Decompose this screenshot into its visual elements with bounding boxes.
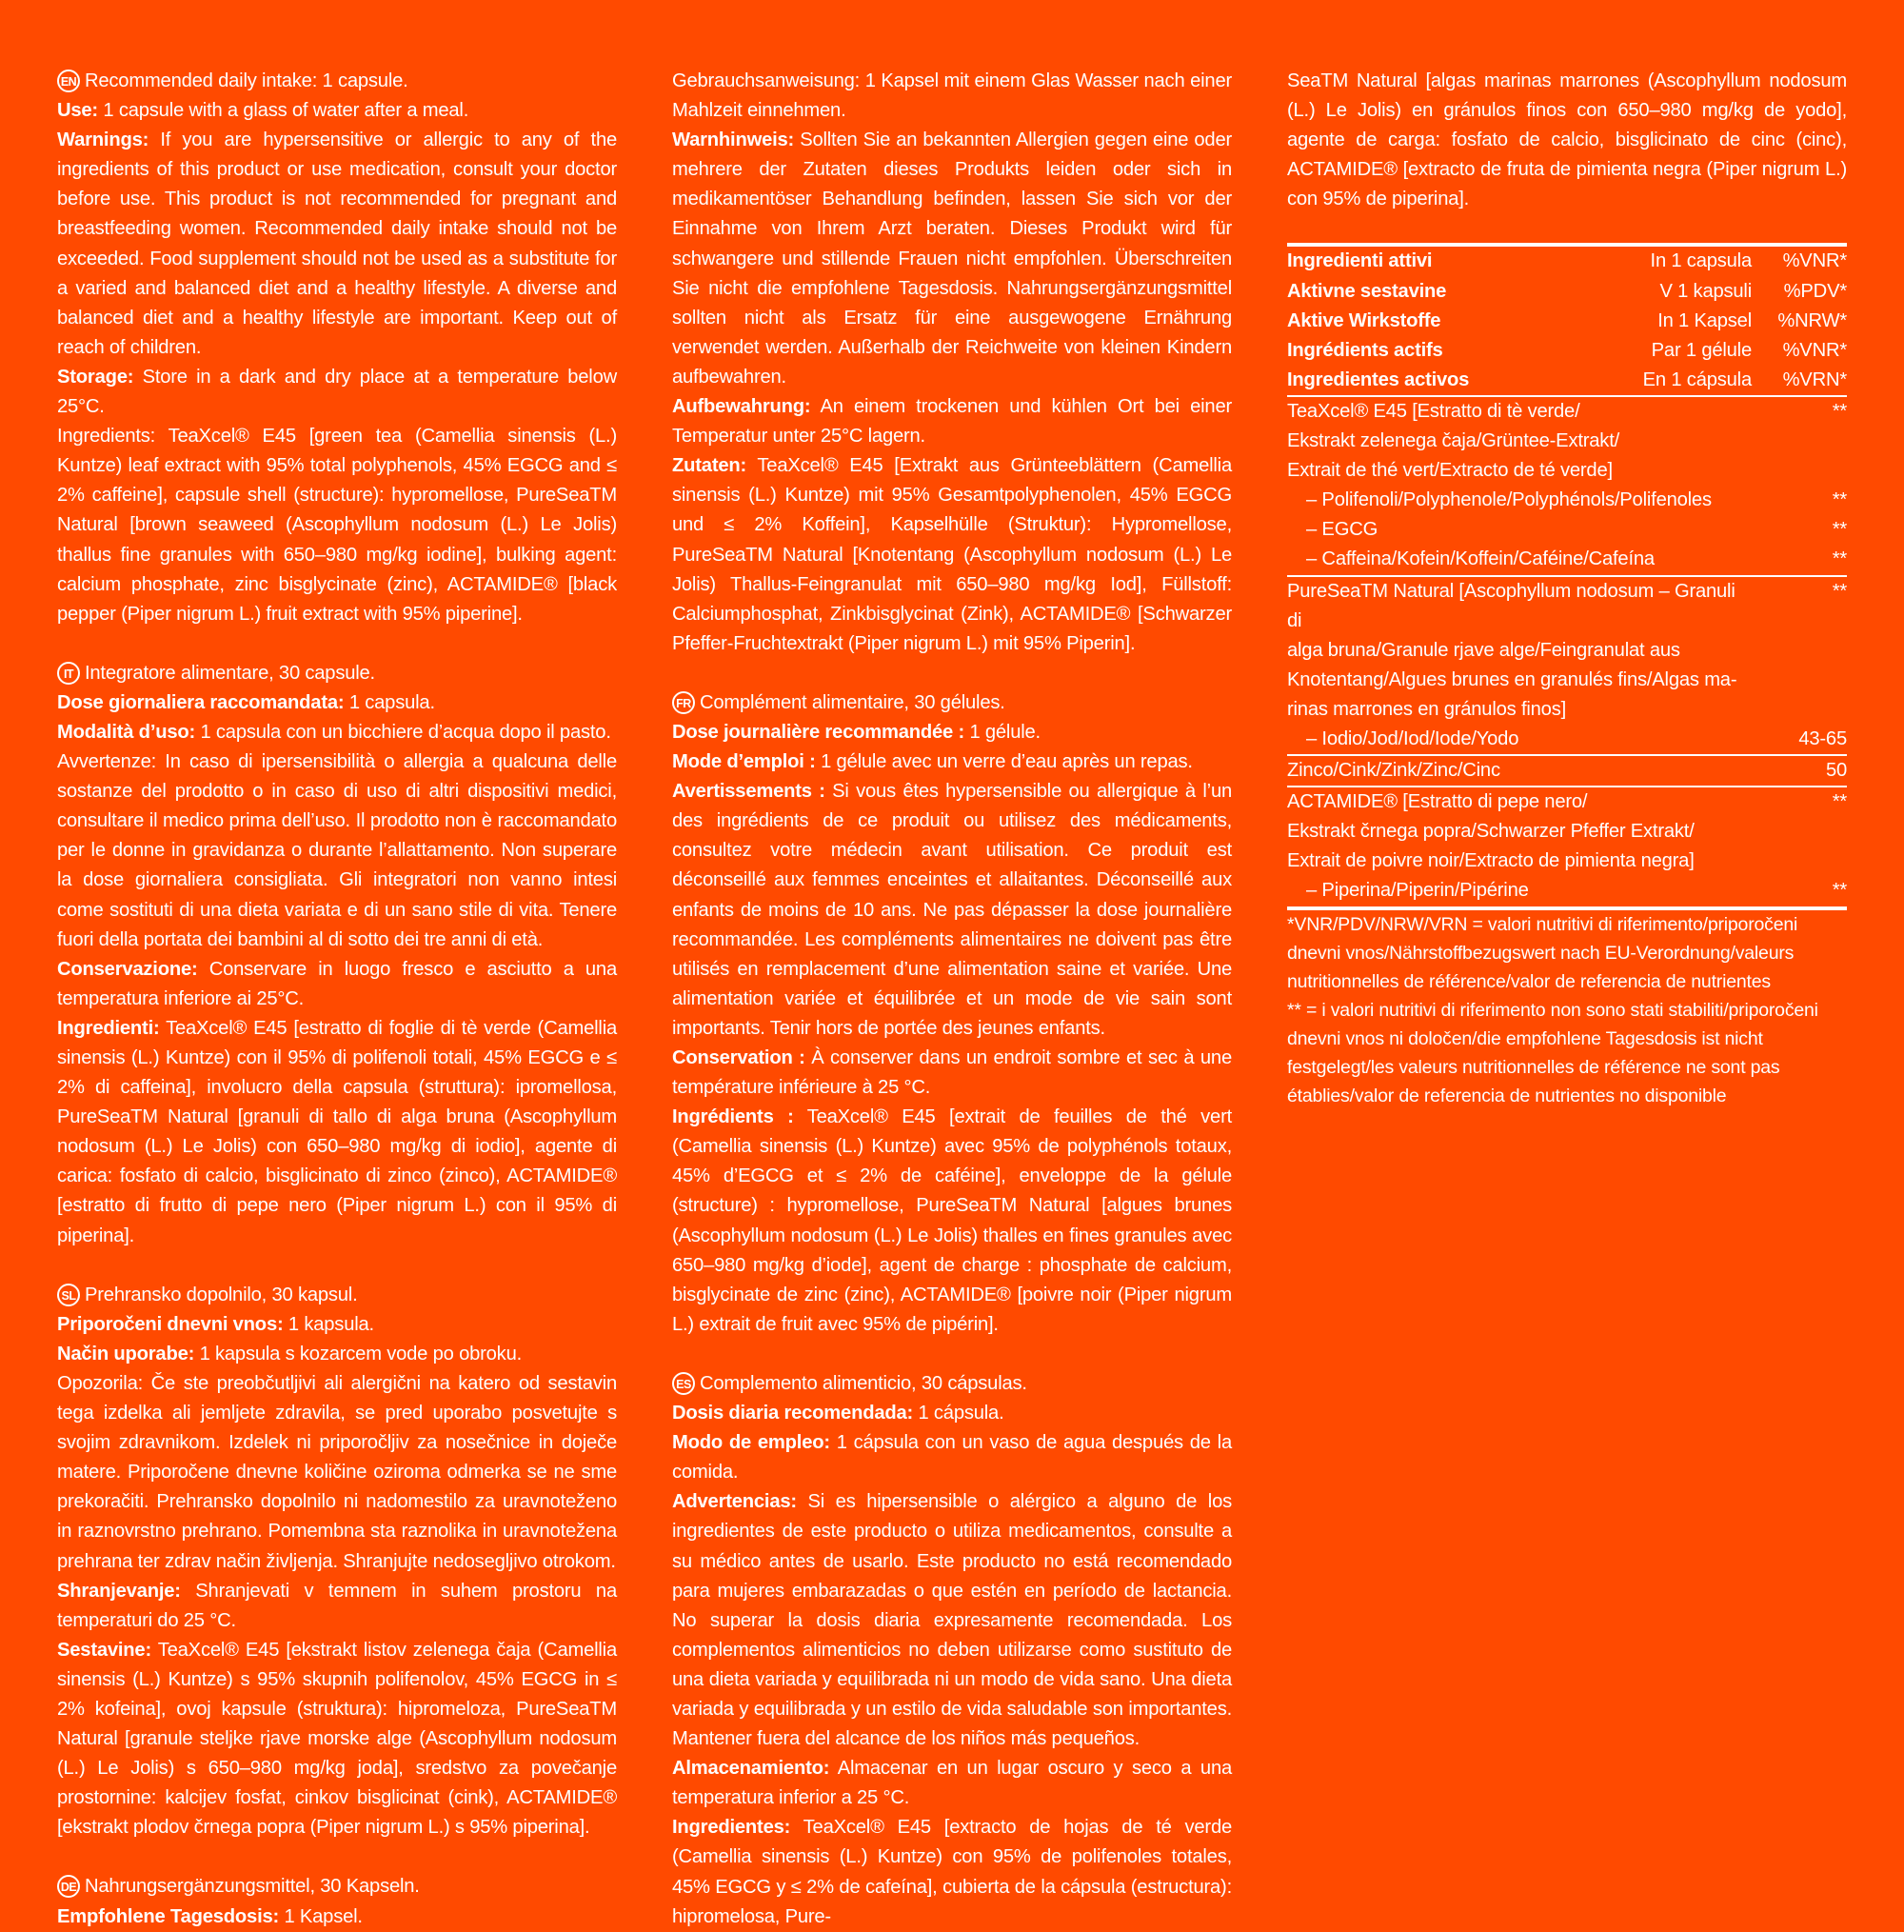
en-warnings-label: Warnings: — [57, 129, 149, 151]
teaxcel-line: Ekstrakt zelenega čaja/Grüntee-Extrakt/ — [1287, 430, 1620, 452]
it-language-badge: IT — [57, 662, 80, 685]
header-percent-label: %PDV* — [1783, 280, 1847, 302]
polyphenols-name: – Polifenoli/Polyphenole/Polyphénols/Polifenoles — [1306, 489, 1712, 511]
it-intro — [57, 659, 617, 688]
es-dose-label: Dosis diaria recomendada: — [672, 1403, 914, 1424]
actamide-line: Extrait de poivre noir/Extracto de pimienta negra] — [1287, 850, 1695, 872]
header-amount-label: In 1 Kapsel — [1657, 309, 1752, 331]
de-ingredients-text: TeaXcel® E45 [Extrakt aus Grünteeblättern (Camellia sinensis (L.) Kuntze) mit 95% Gesamtpolyphenolen, 45% EGCG und ≤ 2% Koffein], Kapselhülle (Struktur): Hypromellose, PureSeaTM Natural [Knotentang (Ascophyllum nodosum (L.) Le Jolis) Thallus-Feingranulat mit 650–980 mg/kg Iod], Füllstoff: Calciumphosphat, Zinkbisglycinat (Zink), ACTAMIDE® [Schwarzer Pfeffer-Fruchtextrakt (Piper nigrum L.) mit 95% Piperin]. — [672, 455, 1232, 654]
section-en — [57, 67, 617, 629]
fr-use-text: 1 gélule avec un verre d’eau après un repas. — [821, 751, 1193, 773]
header-amount-label: In 1 capsula — [1650, 250, 1752, 272]
de-ingredients-label: Zutaten: — [672, 455, 747, 477]
en-warnings-text: If you are hypersensitive or allergic to any of the ingredients of this product or use medication, consult your doctor before use. This product is not recommended for pregnant and breastfeeding women. Recommended daily intake should not be exceeded. Food supplement should not be used as a substitute for a varied and balanced diet and a healthy lifestyle. A diverse and balanced diet and a healthy lifestyle are important. Keep out of reach of children. — [57, 129, 617, 358]
fr-warnings — [672, 777, 1232, 1044]
fr-intro — [672, 688, 1232, 718]
caffeine-value: ** — [1832, 548, 1847, 570]
teaxcel-line: Extrait de thé vert/Extracto de té verde] — [1287, 460, 1613, 482]
es-storage — [672, 1754, 1232, 1813]
column-3 — [1287, 67, 1847, 1110]
es-intro-text: Complemento alimenticio, 30 cápsulas. — [700, 1372, 1027, 1394]
teaxcel-name — [1287, 397, 1752, 486]
section-it — [57, 659, 617, 1251]
en-storage-label: Storage: — [57, 366, 134, 388]
actamide-line: ACTAMIDE® [Estratto di pepe nero/ — [1287, 791, 1588, 813]
section-de — [672, 67, 1232, 659]
actamide-line: Ekstrakt črnega popra/Schwarzer Pfeffer Extrakt/ — [1287, 821, 1695, 843]
en-intro-text: Recommended daily intake: 1 capsule. — [85, 70, 408, 91]
table-row-polyphenols — [1287, 486, 1847, 515]
footnote-not-established: ** = i valori nutritivi di riferimento non sono stati stabiliti/priporočeni dnevni vnos ni določen/die empfohlene Tagesdosis ist nicht festgelegt/les valeurs nutritionnelles de référence ne sont pas établies/valor de referencia de nutrientes no disponible — [1287, 999, 1818, 1106]
zinc-name: Zinco/Cink/Zink/Zinc/Cinc — [1287, 760, 1500, 782]
fr-language-badge: FR — [672, 691, 695, 714]
header-ingredient-label: Ingrédients actifs — [1287, 339, 1443, 361]
it-intro-text: Integratore alimentare, 30 capsule. — [85, 662, 375, 684]
en-ingredients: Ingredients: TeaXcel® E45 [green tea (Camellia sinensis (L.) Kuntze) leaf extract with 95% total polyphenols, 45% EGCG and ≤ 2% caffeine], capsule shell (structure): hypromellose, PureSeaTM Natural [brown seaweed (Ascophyllum nodosum (L.) Le Jolis) thallus fine granules with 650–980 mg/kg iodine], bulking agent: calcium phosphate, zinc bisglycinate (zinc), ACTAMIDE® [black pepper (Piper nigrum L.) fruit extract with 95% piperine]. — [57, 426, 617, 625]
en-storage-text: Store in a dark and dry place at a temperature below 25°C. — [57, 366, 617, 418]
egcg-name: – EGCG — [1306, 519, 1378, 541]
sl-use-label: Način uporabe: — [57, 1343, 195, 1364]
es-warnings-label: Advertencias: — [672, 1491, 797, 1513]
it-dose-text: 1 capsula. — [348, 691, 435, 713]
section-es — [672, 1369, 1232, 1932]
it-dose — [57, 688, 617, 718]
fr-storage-text: À conserver dans un endroit sombre et sec à une température inférieure à 25 °C. — [672, 1047, 1232, 1099]
es-use-text: 1 cápsula con un vaso de agua después de la comida. — [672, 1432, 1232, 1484]
es-warnings — [672, 1487, 1232, 1754]
fr-dose — [672, 718, 1232, 747]
zinc-value: 50 — [1825, 760, 1847, 782]
de-dose-text: 1 Kapsel. — [284, 1905, 363, 1927]
header-amount-label: En 1 cápsula — [1642, 368, 1752, 390]
egcg-value: ** — [1832, 519, 1847, 541]
fr-warnings-text: Si vous êtes hypersensible ou allergique à l’un des ingrédients de ce produit ou utilisez des médicaments, consultez votre médecin avant utilisation. Ce produit est déconseillé aux femmes enceintes et allaitantes. Déconseillé aux enfants de moins de 10 ans. Ne pas dépasser la dose journalière recommandée. Les compléments alimentaires ne doivent pas être utilisés en remplacement d’une alimentation saine et variée. Une alimentation variée et équilibrée et un mode de vie sain sont importants. Tenir hors de portée des jeunes enfants. — [672, 781, 1232, 1039]
es-storage-label: Almacenamiento: — [672, 1758, 830, 1780]
puresea-value: ** — [1832, 580, 1847, 602]
header-percent-label: %VRN* — [1782, 368, 1847, 390]
en-use-label: Use: — [57, 100, 98, 122]
es-intro — [672, 1369, 1232, 1399]
polyphenols-value: ** — [1832, 489, 1847, 511]
en-warnings — [57, 126, 617, 363]
it-ingredients — [57, 1014, 617, 1251]
footnote-reference-values: *VNR/PDV/NRW/VRN = valori nutritivi di riferimento/priporočeni dnevni vnos/Nährstoffbezugswert nach EU-Verordnung/valeurs nutritionnelles de référence/valor de referencia de nutrientes — [1287, 913, 1798, 992]
table-header-row — [1287, 336, 1847, 366]
actamide-value: ** — [1832, 791, 1847, 813]
de-intro-text: Nahrungsergänzungsmittel, 30 Kapseln. — [85, 1876, 420, 1898]
sl-intro-text: Prehransko dopolnilo, 30 kapsul. — [85, 1284, 358, 1305]
table-row-actamide — [1287, 787, 1847, 876]
de-storage-label: Aufbewahrung: — [672, 396, 811, 418]
it-storage — [57, 955, 617, 1014]
es-ingredients-text: TeaXcel® E45 [extracto de hojas de té verde (Camellia sinensis (L.) Kuntze) con 95% de polifenoles totales, 45% EGCG y ≤ 2% de cafeína], cubierta de la cápsula (estructura): hipromelosa, Pure- — [672, 1817, 1232, 1927]
sl-dose-text: 1 kapsula. — [288, 1313, 374, 1335]
sl-dose-label: Priporočeni dnevni vnos: — [57, 1313, 284, 1335]
section-sl — [57, 1281, 617, 1843]
sl-ingredients-label: Sestavine: — [57, 1639, 151, 1661]
puresea-line: PureSeaTM Natural [Ascophyllum nodosum – Granuli di — [1287, 580, 1735, 631]
de-storage — [672, 392, 1232, 451]
table-row-egcg — [1287, 515, 1847, 545]
sl-storage — [57, 1577, 617, 1636]
fr-dose-label: Dose journalière recommandée : — [672, 721, 965, 743]
header-percent-label: %VNR* — [1782, 250, 1847, 272]
table-row-iodine — [1287, 725, 1847, 754]
es-language-badge: ES — [672, 1372, 695, 1395]
actamide-name — [1287, 787, 1752, 876]
es-ingredients-continued: SeaTM Natural [algas marinas marrones (Ascophyllum nodosum (L.) Le Jolis) en gránulos finos con 650–980 mg/kg de yodo], agente de carga: fosfato de calcio, bisglicinato de cinc (cinc), ACTAMIDE® [extracto de fruta de pimienta negra (Piper nigrum L.) con 95% de piperina]. — [1287, 70, 1847, 210]
es-use — [672, 1428, 1232, 1487]
en-use-text: 1 capsule with a glass of water after a meal. — [103, 100, 469, 122]
table-row-piperine — [1287, 876, 1847, 906]
section-de-start — [57, 1872, 617, 1931]
nutrition-table — [1287, 247, 1847, 909]
it-use-text: 1 capsula con un bicchiere d’acqua dopo il pasto. — [200, 721, 611, 743]
en-intro — [57, 67, 617, 96]
iodine-value: 43-65 — [1798, 727, 1847, 749]
puresea-line: rinas marrones en gránulos finos] — [1287, 698, 1566, 720]
header-amount-label: V 1 kapsuli — [1659, 280, 1752, 302]
table-header-row — [1287, 366, 1847, 395]
it-ingredients-text: TeaXcel® E45 [estratto di foglie di tè verde (Camellia sinensis (L.) Kuntze) con il 95% di polifenoli totali, 45% EGCG e ≤ 2% di caffeina], involucro della capsula (struttura): ipromellosa, PureSeaTM Natural [granuli di tallo di alga bruna (Ascophyllum nodosum (L.) Le Jolis) con 650–980 mg/kg di iodio], agente di carica: fosfato di calcio, bisglicinato di zinco (zinco), ACTAMIDE® [estratto di frutto di pepe nero (Piper nigrum L.) con il 95% di piperina]. — [57, 1017, 618, 1246]
piperine-value: ** — [1832, 880, 1847, 902]
table-row-zinc — [1287, 756, 1847, 786]
sl-use-text: 1 kapsula s kozarcem vode po obroku. — [199, 1343, 523, 1364]
sl-warnings: Opozorila: Če ste preobčutljivi ali alergični na katero od sestavin tega izdelka ali jemljete zdravila, se pred uporabo posvetujte s svojim zdravnikom. Izdelek ni priporočljiv za nosečnice in doječe matere. Priporočene dnevne količine oziroma odmerka se ne sme prekoračiti. Prehransko dopolnilo ni nadomestilo za uravnoteženo in raznovrstno prehrano. Pomembna sta raznolika in uravnotežena prehrana ter zdrav način življenja. Shranjujte nedosegljivo otrokom. — [57, 1372, 617, 1572]
table-row-teaxcel — [1287, 397, 1847, 486]
section-fr — [672, 688, 1232, 1340]
de-language-badge: DE — [57, 1875, 80, 1898]
table-header-row — [1287, 247, 1847, 276]
fr-storage — [672, 1044, 1232, 1103]
es-ingredients — [672, 1813, 1232, 1931]
puresea-line: alga bruna/Granule rjave alge/Feingranulat aus — [1287, 639, 1680, 661]
table-header-row — [1287, 277, 1847, 307]
de-storage-text: An einem trockenen und kühlen Ort bei einer Temperatur unter 25°C lagern. — [672, 396, 1232, 448]
es-use-label: Modo de empleo: — [672, 1432, 830, 1454]
column-1 — [57, 67, 617, 1932]
es-storage-text: Almacenar en un lugar oscuro y seco a una temperatura inferior a 25 °C. — [672, 1758, 1233, 1809]
it-storage-text: Conservare in luogo fresco e asciutto a una temperatura inferiore ai 25°C. — [57, 958, 617, 1009]
fr-use-label: Mode d’emploi : — [672, 751, 816, 773]
fr-use — [672, 747, 1232, 777]
en-storage — [57, 363, 617, 422]
sl-language-badge: SL — [57, 1284, 80, 1306]
header-amount-label: Par 1 gélule — [1651, 339, 1752, 361]
fr-dose-text: 1 gélule. — [969, 721, 1041, 743]
puresea-name — [1287, 577, 1752, 725]
sl-storage-label: Shranjevanje: — [57, 1580, 181, 1602]
teaxcel-line: TeaXcel® E45 [Estratto di tè verde/ — [1287, 400, 1580, 422]
it-storage-label: Conservazione: — [57, 958, 198, 980]
sl-use — [57, 1340, 617, 1369]
header-percent-label: %NRW* — [1777, 309, 1847, 331]
de-use: Gebrauchsanweisung: 1 Kapsel mit einem Glas Wasser nach einer Mahlzeit einnehmen. — [672, 70, 1232, 122]
sl-ingredients — [57, 1636, 617, 1843]
header-percent-label: %VNR* — [1782, 339, 1847, 361]
it-ingredients-label: Ingredienti: — [57, 1017, 160, 1039]
de-warnings — [672, 126, 1232, 392]
it-warnings: Avvertenze: In caso di ipersensibilità o allergia a qualcuna delle sostanze del prodotto o in caso di uso di altri dispositivi medici, consultare il medico prima dell’uso. Il prodotto non è raccomandato per le donne in gravidanza o durante l’allattamento. Non superare la dose giornaliera consigliata. Gli integratori non vanno intesi come sostituti di una dieta variata e di un sano stile di vita. Tenere fuori della portata dei bambini al di sotto dei tre anni di età. — [57, 751, 617, 950]
iodine-name: – Iodio/Jod/Iod/Iode/Yodo — [1306, 727, 1519, 749]
fr-intro-text: Complément alimentaire, 30 gélules. — [700, 691, 1005, 713]
de-ingredients — [672, 451, 1232, 659]
table-header — [1287, 247, 1847, 394]
fr-ingredients — [672, 1103, 1232, 1340]
fr-ingredients-text: TeaXcel® E45 [extrait de feuilles de thé vert (Camellia sinensis (L.) Kuntze) avec 95% de polyphénols totaux, 45% d’EGCG et ≤ 2% de caféine], enveloppe de la gélule (structure) : hypromellose, PureSeaTM Natural [algues brunes (Ascophyllum nodosum (L.) Le Jolis) thalles en fines granules avec 650–980 mg/kg d’iode], agent de charge : phosphate de calcium, bisglycinate de zinc (zinc), ACTAMIDE® [poivre noir (Piper nigrum L.) extrait de fruit avec 95% de pipérin]. — [672, 1106, 1232, 1335]
caffeine-name: – Caffeina/Kofein/Koffein/Caféine/Cafeína — [1306, 548, 1655, 570]
table-header-row — [1287, 307, 1847, 336]
table-row-puresea — [1287, 577, 1847, 725]
table-footnotes — [1287, 910, 1847, 1110]
sl-ingredients-text: TeaXcel® E45 [ekstrakt listov zelenega čaja (Camellia sinensis (L.) Kuntze) s 95% skupnih polifenolov, 45% EGCG in ≤ 2% kofeina], ovoj kapsule (struktura): hipromeloza, PureSeaTM Natural [granule steljke rjave morske alge (Ascophyllum nodosum (L.) Le Jolis) s 650–980 mg/kg joda], sredstvo za povečanje prostornine: kalcijev fosfat, cinkov bisglicinat (cink), ACTAMIDE® [ekstrakt plodov črnega popra (Piper nigrum L.) s 95% piperina]. — [57, 1639, 617, 1839]
header-ingredient-label: Ingredienti attivi — [1287, 250, 1433, 272]
column-2 — [672, 67, 1232, 1932]
de-warnings-text: Sollten Sie an bekannten Allergien gegen eine oder mehrere der Zutaten dieses Produkts leiden oder sich in medikamentöser Behandlung befinden, lassen Sie sich vor der Einnahme von Ihrem Arzt beraten. Dieses Produkt wird für schwangere und stillende Frauen nicht empfohlen. Überschreiten Sie nicht die empfohlene Tagesdosis. Nahrungsergänzungsmittel sollten nicht als Ersatz für eine ausgewogene Ernährung verwendet werden. Außerhalb der Reichweite von kleinen Kindern aufbewahren. — [672, 129, 1232, 388]
sl-storage-text: Shranjevati v temnem in suhem prostoru na temperaturi do 25 °C. — [57, 1580, 617, 1631]
de-dose — [57, 1902, 617, 1932]
fr-storage-label: Conservation : — [672, 1047, 805, 1068]
header-ingredient-label: Aktivne sestavine — [1287, 280, 1447, 302]
piperine-name: – Piperina/Piperin/Pipérine — [1306, 880, 1529, 902]
it-dose-label: Dose giornaliera raccomandata: — [57, 691, 345, 713]
puresea-line: Knotentang/Algues brunes en granulés fins/Algas ma- — [1287, 668, 1737, 690]
it-use — [57, 718, 617, 747]
header-ingredient-label: Ingredientes activos — [1287, 368, 1470, 390]
de-dose-label: Empfohlene Tagesdosis: — [57, 1905, 280, 1927]
es-ingredients-label: Ingredientes: — [672, 1817, 791, 1839]
sl-intro — [57, 1281, 617, 1310]
sl-dose — [57, 1310, 617, 1340]
es-dose — [672, 1399, 1232, 1428]
de-warnings-label: Warnhinweis: — [672, 129, 795, 151]
es-dose-text: 1 cápsula. — [918, 1403, 1004, 1424]
en-use — [57, 96, 617, 126]
fr-ingredients-label: Ingrédients : — [672, 1106, 794, 1128]
teaxcel-value: ** — [1832, 400, 1847, 422]
es-warnings-text: Si es hipersensible o alérgico a alguno de los ingredientes de este producto o utiliza medicamentos, consulte a su médico antes de usarlo. Este producto no está recomendado para mujeres embarazadas o que estén en período de lactancia. No superar la dosis diaria expresamente recomendada. Los complementos alimenticios no deben utilizarse como sustituto de una dieta variada y equilibrada ni un modo de vida sano. Una dieta variada y equilibrada y un estilo de vida saludable son importantes. Mantener fuera del alcance de los niños más pequeños. — [672, 1491, 1232, 1750]
it-use-label: Modalità d’uso: — [57, 721, 196, 743]
de-intro — [57, 1872, 617, 1902]
table-row-caffeine — [1287, 545, 1847, 574]
en-language-badge: EN — [57, 70, 80, 92]
header-ingredient-label: Aktive Wirkstoffe — [1287, 309, 1441, 331]
fr-warnings-label: Avertissements : — [672, 781, 825, 803]
